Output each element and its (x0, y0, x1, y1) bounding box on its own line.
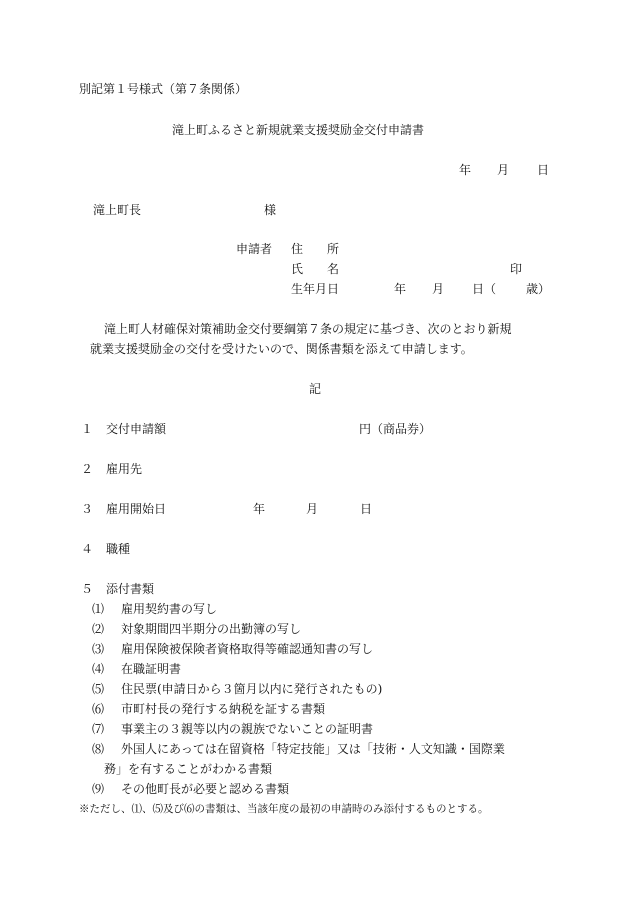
attachment-number: ⑻ (92, 742, 105, 756)
date-year: 年 (459, 163, 472, 177)
attachment-number: ⑼ (92, 782, 105, 796)
attachment-text: 事業主の３親等以内の親族でないことの証明書 (121, 722, 374, 736)
body-text-line-2: 就業支援奨励金の交付を受けたいので、関係書類を添えて申請します。 (90, 342, 473, 356)
item-number: １ (81, 422, 94, 436)
attachment-text: 雇用契約書の写し (121, 602, 218, 616)
attachment-text: 外国人にあっては在留資格「特定技能」又は「技術・人文知識・国際業 (121, 742, 505, 756)
age-label: 歳） (526, 282, 551, 296)
form-number: 別記第１号様式（第７条関係） (79, 82, 248, 96)
item-number: ４ (81, 542, 94, 556)
attachment-text: その他町長が必要と認める書類 (121, 782, 290, 796)
birthdate-month: 月 (432, 282, 445, 296)
item-label: 交付申請額 (106, 422, 167, 436)
item-label: 添付書類 (106, 582, 155, 596)
applicant-label: 申請者 (236, 242, 273, 256)
birthdate-year: 年 (394, 282, 407, 296)
attachment-text: 対象期間四半期分の出勤簿の写し (121, 622, 302, 636)
addressee-name: 滝上町長 (93, 203, 142, 217)
item-number: ３ (81, 502, 94, 516)
attachment-number: ⑹ (92, 702, 105, 716)
seal-mark: 印 (510, 262, 523, 276)
body-text-line-1: 滝上町人材確保対策補助金交付要綱第７条の規定に基づき、次のとおり新規 (104, 322, 512, 336)
item-label: 雇用開始日 (106, 502, 167, 516)
attachment-text: 在職証明書 (121, 662, 182, 676)
item-year: 年 (253, 502, 266, 516)
item-number: ２ (81, 462, 94, 476)
name-label: 氏 名 (291, 262, 340, 276)
attachment-number: ⑴ (92, 602, 105, 616)
date-month: 月 (497, 163, 510, 177)
form-title: 滝上町ふるさと新規就業支援奨励金交付申請書 (172, 123, 425, 137)
item-suffix: 円（商品券） (359, 422, 432, 436)
attachment-text-continued: 務」を有することがわかる書類 (104, 762, 273, 776)
item-day: 日 (360, 502, 373, 516)
attachment-number: ⑵ (92, 622, 105, 636)
addressee-honorific: 様 (264, 203, 277, 217)
attachment-number: ⑸ (92, 682, 105, 696)
date-day: 日 (537, 163, 550, 177)
item-label: 雇用先 (106, 462, 143, 476)
birthdate-label: 生年月日 (291, 282, 340, 296)
attachment-number: ⑶ (92, 642, 105, 656)
item-month: 月 (306, 502, 319, 516)
attachment-text: 住民票(申請日から３箇月以内に発行されたもの) (121, 682, 383, 696)
item-number: ５ (81, 582, 94, 596)
attachment-number: ⑷ (92, 662, 105, 676)
attachment-text: 雇用保険被保険者資格取得等確認通知書の写し (121, 642, 374, 656)
attachment-text: 市町村長の発行する納税を証する書類 (121, 702, 326, 716)
birthdate-day: 日（ (472, 282, 497, 296)
footnote: ※ただし、⑴、⑸及び⑹の書類は、当該年度の最初の申請時のみ添付するものとする。 (79, 803, 489, 815)
attachment-number: ⑺ (92, 722, 105, 736)
item-label: 職種 (106, 542, 131, 556)
address-label: 住 所 (291, 242, 340, 256)
ki-heading: 記 (309, 382, 322, 396)
